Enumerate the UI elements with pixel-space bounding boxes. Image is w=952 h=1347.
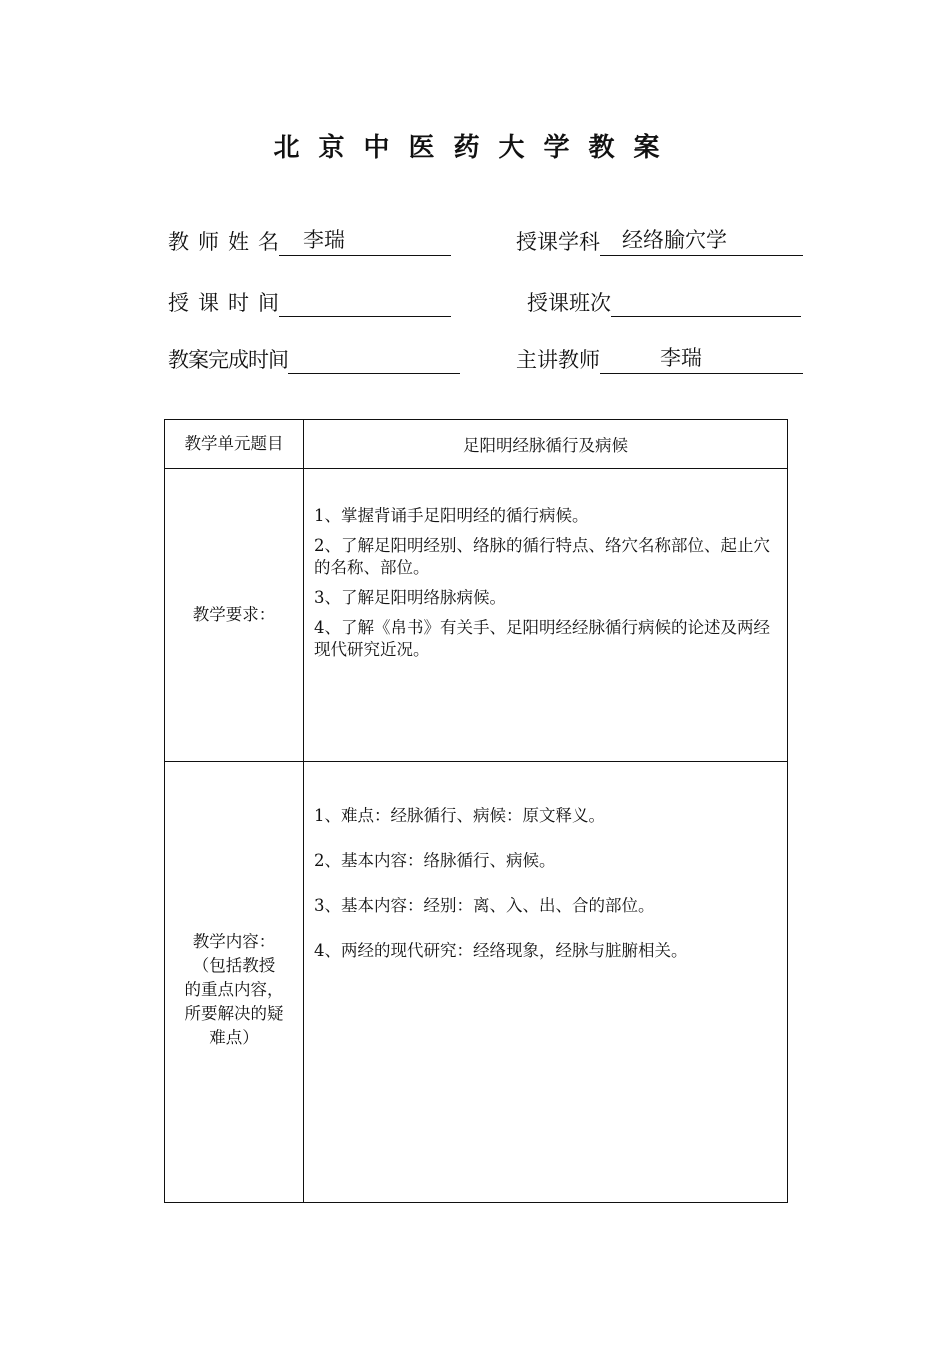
- content-item: 3、基本内容：经别：离、入、出、合的部位。: [314, 896, 655, 915]
- subject-field: [516, 226, 803, 256]
- lesson-time-value: [279, 291, 451, 317]
- unit-label: 教学单元题目: [165, 420, 304, 469]
- unit-value: 足阳明经脉循行及病候: [304, 420, 788, 469]
- content-label-line: 难点）: [209, 1028, 259, 1047]
- page-title: 北京中医药大学教案: [273, 133, 679, 163]
- lecturer-value: 李瑞: [600, 348, 803, 374]
- class-value: [611, 291, 801, 317]
- teacher-name-label: 教师姓名: [168, 230, 288, 254]
- content-item: 1、难点：经脉循行、病候：原文释义。: [314, 806, 605, 825]
- lesson-time-label: 授课时间: [168, 291, 288, 315]
- content-cell: [304, 762, 788, 1203]
- requirement-item: 3、了解足阳明络脉病候。: [314, 588, 506, 607]
- class-field: [527, 287, 801, 317]
- completion-time-value: [288, 348, 460, 374]
- content-item: 4、两经的现代研究：经络现象，经脉与脏腑相关。: [314, 941, 688, 960]
- content-label: [165, 762, 304, 1203]
- subject-label: 授课学科: [516, 230, 600, 254]
- content-label-line: 的重点内容，: [184, 980, 284, 999]
- content-row: [165, 762, 788, 1203]
- content-label-line: 所要解决的疑: [184, 1004, 284, 1023]
- unit-row: [165, 420, 788, 469]
- requirements-row: [165, 469, 788, 762]
- requirements-label: 教学要求：: [165, 469, 304, 762]
- content-label-line: （包括教授: [192, 956, 276, 975]
- completion-time-label: 教案完成时间: [168, 348, 288, 372]
- lecturer-field: [516, 344, 803, 374]
- teacher-name-value: 李瑞: [279, 230, 451, 256]
- completion-time-field: [168, 344, 460, 374]
- content-label-line: 教学内容：: [192, 932, 276, 951]
- subject-value: 经络腧穴学: [600, 230, 803, 256]
- lesson-time-field: [168, 287, 451, 317]
- lecturer-label: 主讲教师: [516, 348, 600, 372]
- requirement-item: 1、掌握背诵手足阳明经的循行病候。: [314, 506, 589, 525]
- teacher-name-field: [168, 226, 451, 256]
- class-label: 授课班次: [527, 291, 611, 315]
- requirement-item: 2、了解足阳明经别、络脉的循行特点、络穴名称部位、起止穴的名称、部位。: [314, 536, 770, 577]
- requirements-cell: [304, 469, 788, 762]
- requirement-item: 4、了解《帛书》有关手、足阳明经经脉循行病候的论述及两经现代研究近况。: [314, 618, 770, 659]
- content-item: 2、基本内容：络脉循行、病候。: [314, 851, 556, 870]
- lesson-plan-table: [164, 419, 788, 1203]
